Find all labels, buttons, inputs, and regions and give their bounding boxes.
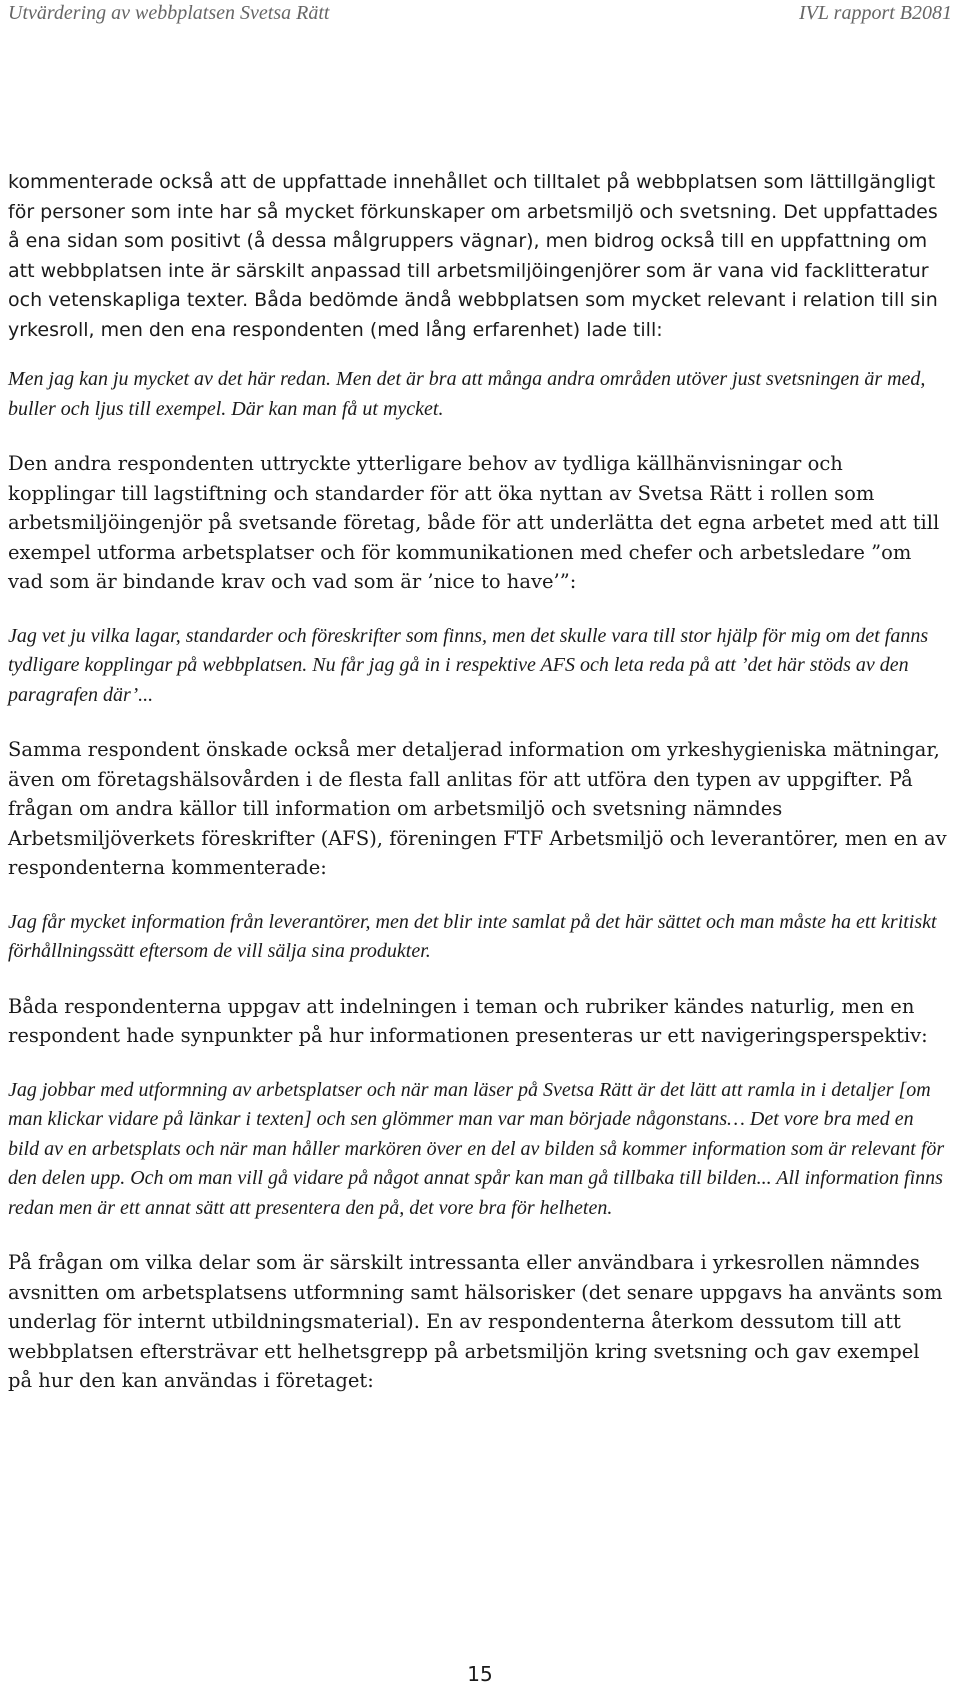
document-body (8, 168, 948, 1396)
quote-1: Men jag kan ju mycket av det här redan. Men det är bra att många andra områden utöver just svetsningen är med, buller och ljus till exempel. Där kan man få ut mycket. (8, 368, 926, 420)
paragraph-2: Den andra respondenten uttryckte ytterligare behov av tydliga källhänvisningar och kopplingar till lagstiftning och standarder för att öka nyttan av Svetsa Rätt i rollen som arbetsmiljöingenjör på svetsande företag, både för att underlätta det egna arbetet med att till exempel utforma arbetsplatser och för kommunikationen med chefer och arbetsledare ”om vad som är bindande krav och vad som är ’nice to have’”: (8, 452, 940, 593)
paragraph-4: Båda respondenterna uppgav att indelningen i teman och rubriker kändes naturlig, men en respondent hade synpunkter på hur informationen presenteras ur ett navigeringsperspektiv: (8, 994, 928, 1047)
header-title: Utvärdering av webbplatsen Svetsa Rätt (8, 2, 330, 24)
paragraph-5: På frågan om vilka delar som är särskilt intressanta eller användbara i yrkesrollen nämndes avsnitten om arbetsplatsens utformning samt hälsorisker (det senare uppgavs ha använts som underlag för internt utbildningsmaterial). En av respondenterna återkom dessutom till att webbplatsen eftersträvar ett helhetsgrepp på arbetsmiljön kring svetsning och gav exempel på hur den kan användas i företaget: (8, 1251, 943, 1392)
quote-2: Jag vet ju vilka lagar, standarder och föreskrifter som finns, men det skulle vara till stor hjälp för mig om det fanns tydligare kopplingar på webbplatsen. Nu får jag gå in i respektive AFS och leta reda på att ’det här stöds av den paragrafen där’... (8, 624, 929, 706)
header-report-number: IVL rapport B2081 (799, 2, 952, 24)
quote-3: Jag får mycket information från leverantörer, men det blir inte samlat på det här sättet och man måste ha ett kritiskt förhållningssätt eftersom de vill sälja sina produkter. (8, 910, 937, 962)
quote-4: Jag jobbar med utformning av arbetsplatser och när man läser på Svetsa Rätt är det lätt att ramla in i detaljer [om man klickar vidare på länkar i texten] och sen glömmer man var man började någonstans… Det vore bra med en bild av en arbetsplats och när man håller markören över en del av bilden så kommer information som är relevant för den delen upp. Och om man vill gå vidare på något annat spår kan man gå tillbaka till bilden... All information finns redan men är ett annat sätt att presentera den på, det vore bra för helheten. (8, 1078, 945, 1219)
paragraph-3: Samma respondent önskade också mer detaljerad information om yrkeshygieniska mätningar, även om företagshälsovården i de flesta fall anlitas för att utföra den typen av uppgifter. På frågan om andra källor till information om arbetsmiljö och svetsning nämndes Arbetsmiljöverkets föreskrifter (AFS), föreningen FTF Arbetsmiljö och leverantörer, men en av respondenterna kommenterade: (8, 738, 947, 879)
page-number: 15 (467, 1662, 493, 1686)
page-header (8, 0, 952, 30)
paragraph-1: kommenterade också att de uppfattade innehållet och tilltalet på webbplatsen som lättillgängligt för personer som inte har så mycket förkunskaper om arbetsmiljö och svetsning. Det uppfattades å ena sidan som positivt (å dessa målgruppers vägnar), men bidrog också till en uppfattning om att webbplatsen inte är särskilt anpassad till arbetsmiljöingenjörer som är vana vid facklitteratur och vetenskapliga texter. Båda bedömde ändå webbplatsen som mycket relevant i relation till sin yrkesroll, men den ena respondenten (med lång erfarenhet) lade till: (8, 171, 938, 341)
